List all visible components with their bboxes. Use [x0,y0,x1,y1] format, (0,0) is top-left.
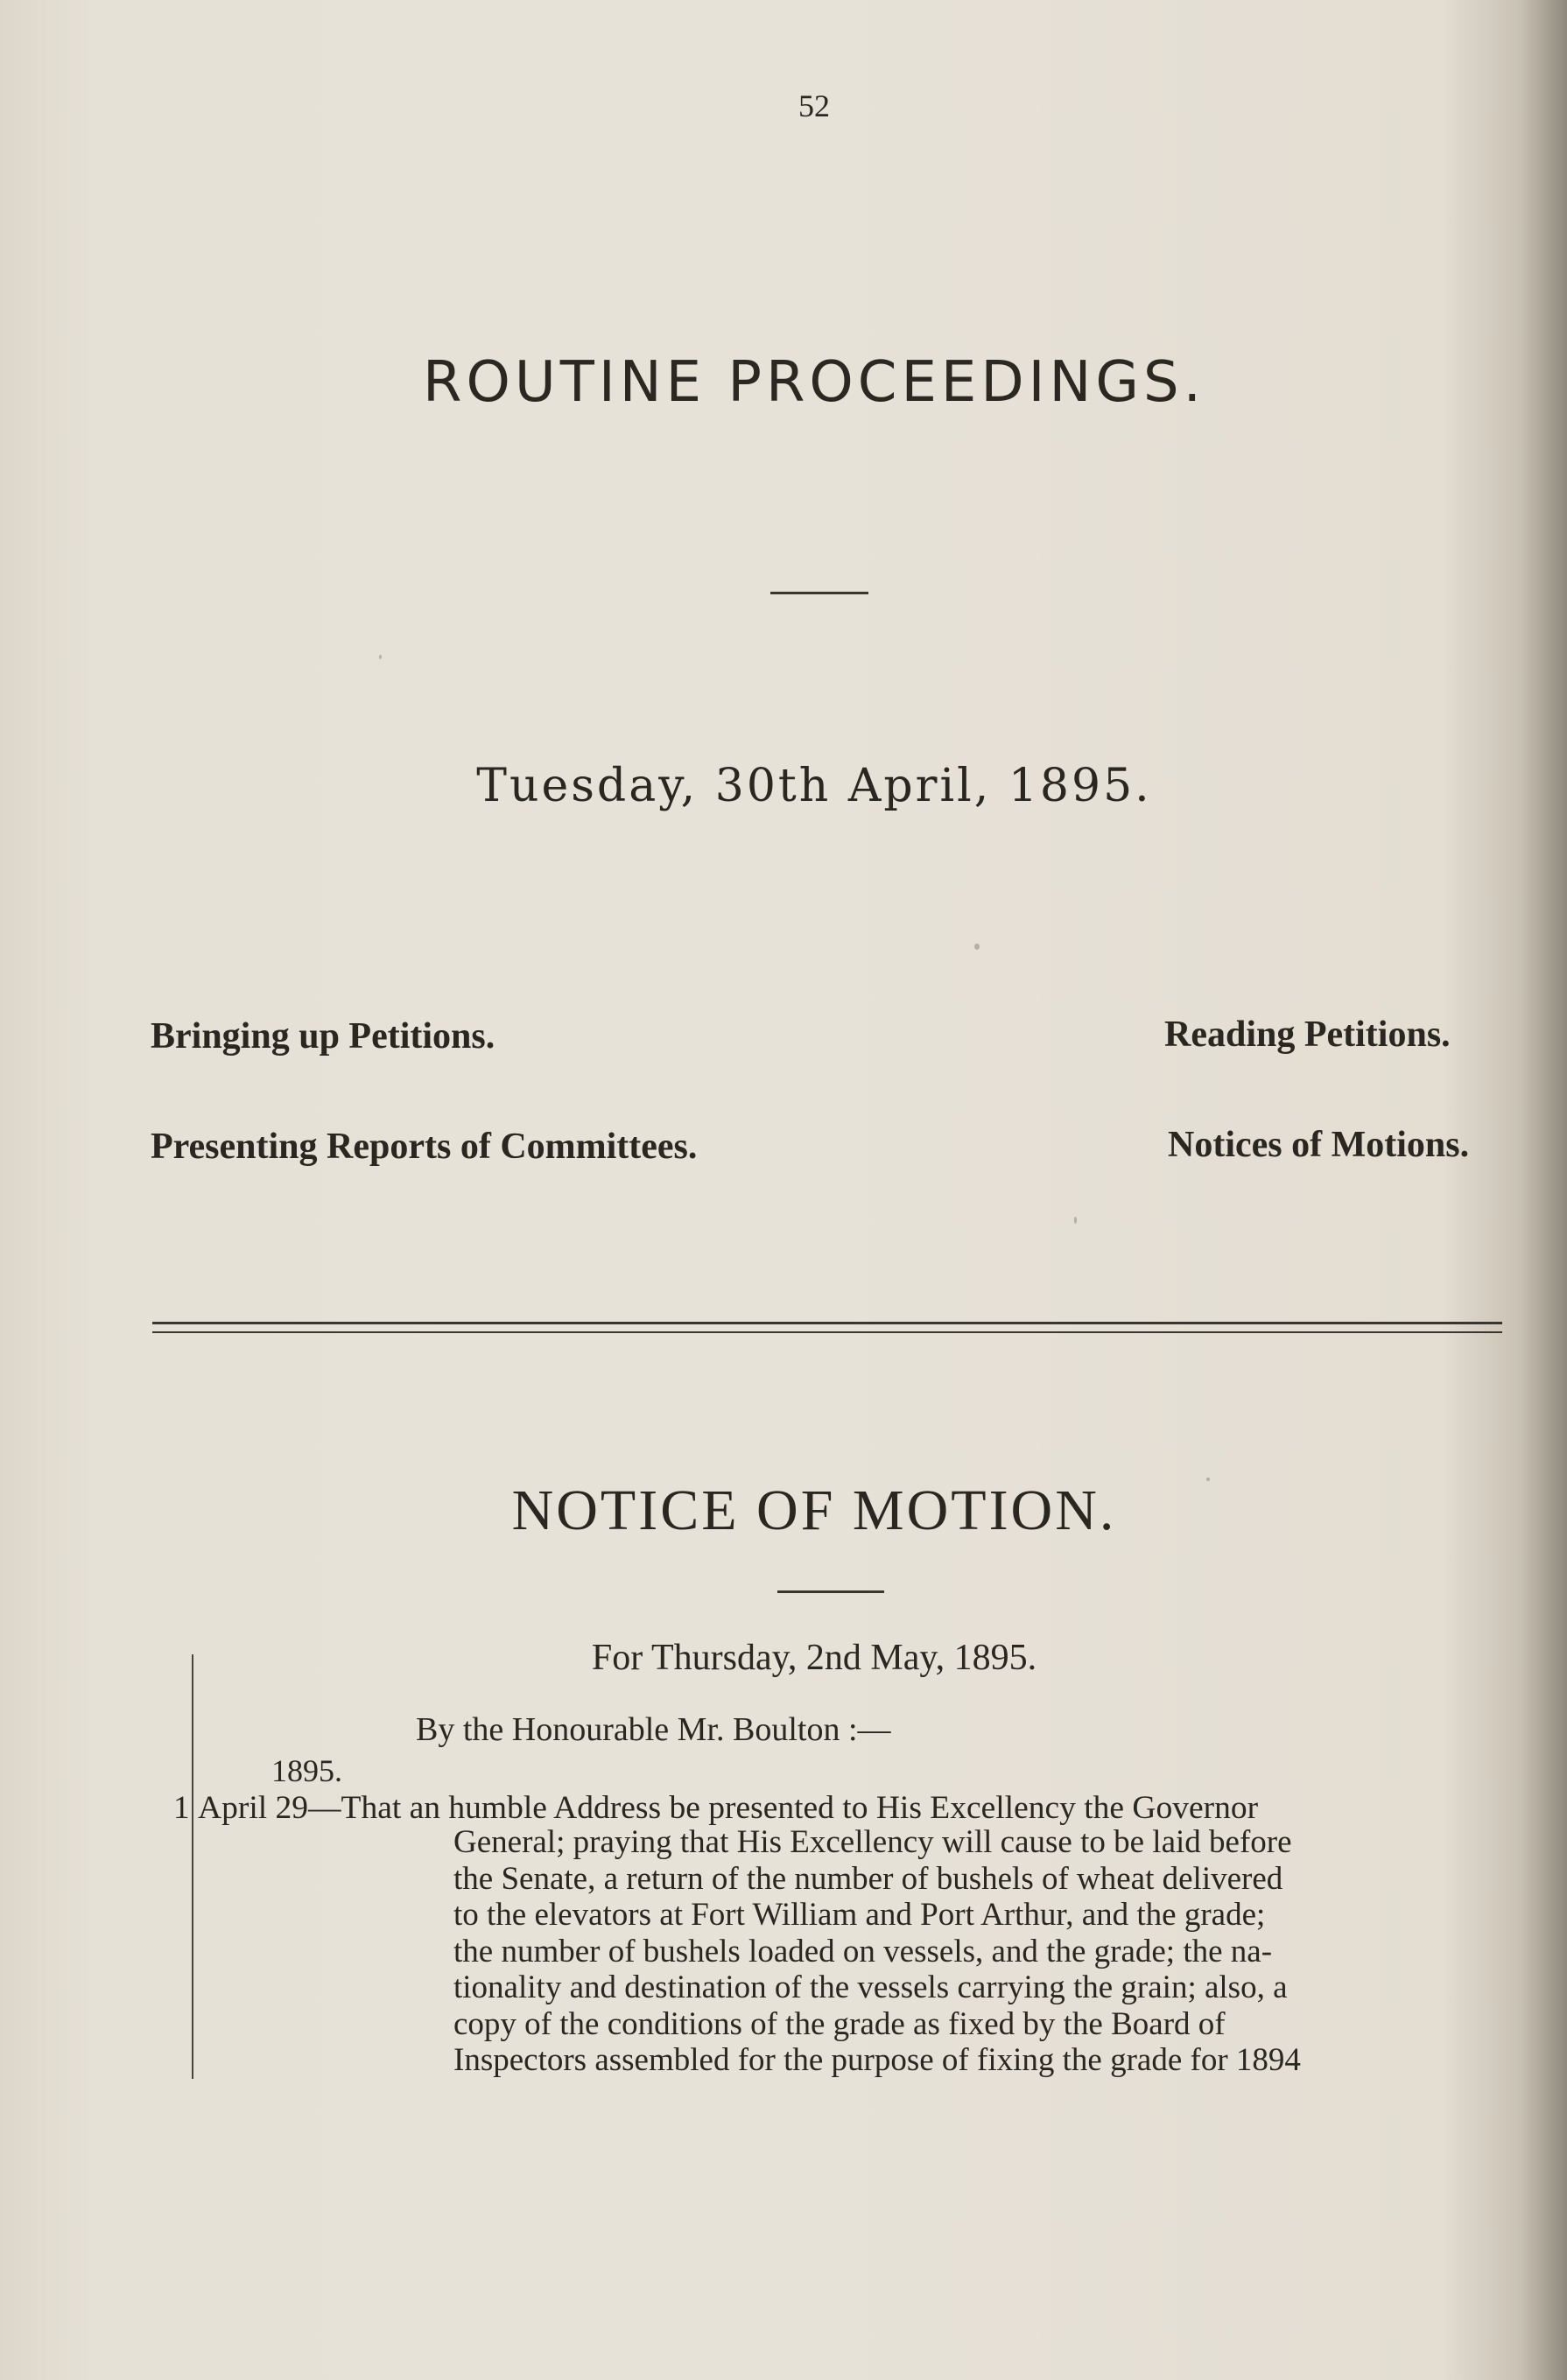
routine-proceedings-title: ROUTINE PROCEEDINGS. [423,350,1205,415]
motion-line: General; praying that His Excellency will cause to be laid before [453,1824,1292,1860]
notice-divider [777,1590,884,1593]
section-divider-top [152,1322,1502,1324]
section-divider-bottom [152,1331,1502,1333]
motion-line: tionality and destination of the vessels carrying the grain; also, a [453,1969,1288,2005]
motion-text [453,1824,1504,2079]
notice-of-motion-title: NOTICE OF MOTION. [511,1478,1117,1542]
motion-line: the Senate, a return of the number of bushels of wheat delivered [453,1860,1283,1897]
paper-speck [379,655,382,659]
page-number: 52 [798,88,830,123]
paper-speck [1206,1478,1210,1481]
title-divider [770,592,868,594]
proceeding-notices-of-motions: Notices of Motions. [1168,1125,1470,1165]
notice-item-number: 1 [173,1790,190,1826]
margin-rule [192,1654,193,2079]
motion-line: the number of bushels loaded on vessels, and the grade; the na- [453,1933,1273,1969]
proceeding-presenting-reports: Presenting Reports of Committees. [151,1127,698,1167]
sitting-date: Tuesday, 30th April, 1895. [476,760,1152,812]
proceeding-bringing-up-petitions: Bringing up Petitions. [151,1016,495,1057]
paper-speck [1074,1217,1077,1224]
motion-first-line: April 29—That an humble Address be presented to His Excellency the Governor [198,1790,1259,1826]
mover-line: By the Honourable Mr. Boulton :— [416,1711,891,1748]
motion-line: Inspectors assembled for the purpose of fixing the grade for 1894 [453,2042,1301,2078]
proceeding-reading-petitions: Reading Petitions. [1164,1014,1451,1055]
notice-for-date: For Thursday, 2nd May, 1895. [591,1638,1037,1678]
notice-year: 1895. [271,1753,342,1788]
motion-line: copy of the conditions of the grade as fixed by the Board of [453,2005,1226,2042]
motion-line: to the elevators at Fort William and Port Arthur, and the grade; [453,1897,1266,1933]
paper-speck [974,944,980,950]
